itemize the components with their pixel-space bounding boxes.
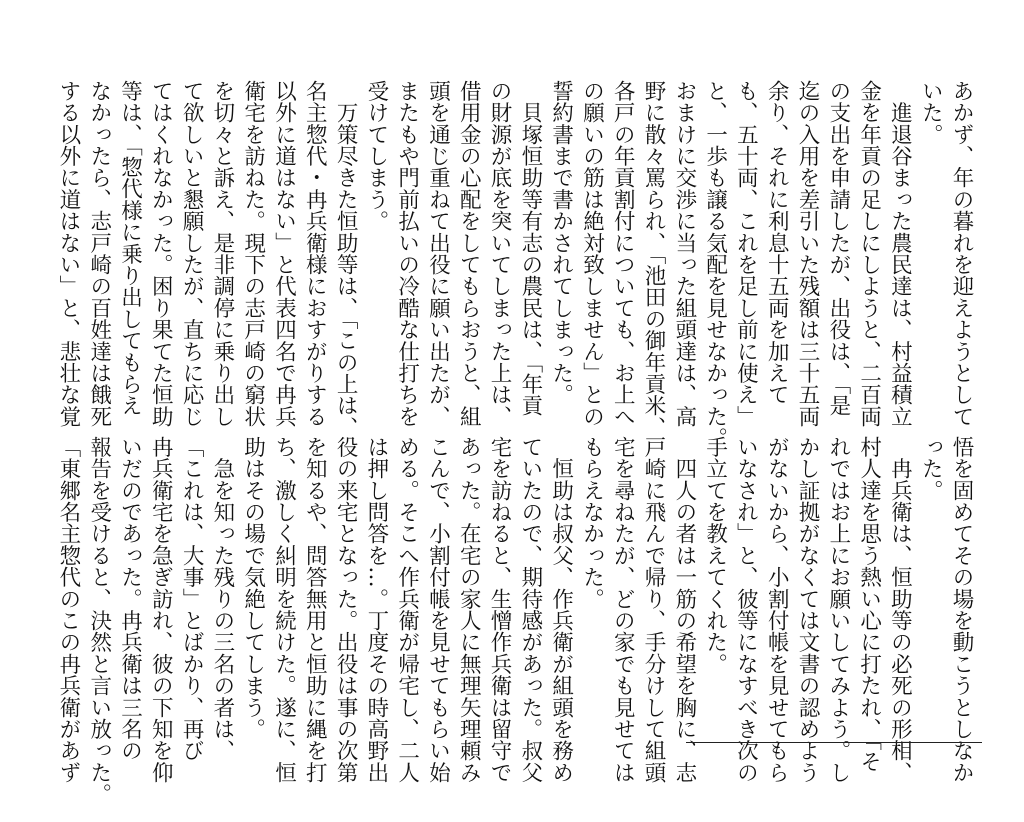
text-column: 万策尽きた恒助等は、「この上は、 — [333, 80, 359, 439]
text-column: 余り、それに利息十五両を加えて — [764, 80, 790, 406]
lower-text-block — [55, 436, 976, 805]
text-column: 四人の者は一筋の希望を胸に、志 — [671, 436, 697, 784]
text-column: 頭を通じ重ねて出役に願い出たが、 — [425, 80, 451, 428]
text-column: れではお上にお願いしてみよう。し — [825, 436, 851, 784]
text-column: 戸崎に飛んで帰り、手分けして組頭 — [641, 436, 667, 784]
text-column: の財源が底を突いてしまった上は、 — [487, 80, 513, 428]
text-column: かし証拠がなくては文書の認めよう — [795, 436, 821, 784]
text-column: て欲しいと懇願したが、直ちに応じ — [179, 80, 205, 428]
text-column: った。 — [918, 436, 944, 502]
text-column: 冉兵衛は、恒助等の必死の形相、 — [887, 436, 913, 784]
text-column: 冉兵衛宅を急ぎ訪れ、彼の下知を仰 — [148, 436, 174, 784]
text-column: ていたので、期待感があった。叔父 — [517, 436, 543, 784]
text-column: 迄の入用を差引いた残額は三十五両 — [795, 80, 821, 428]
upper-text-block — [55, 80, 976, 449]
text-column: 恒助は叔父、作兵衛が組頭を務め — [548, 436, 574, 784]
text-column: なかったら、志戸崎の百姓達は餓死 — [86, 80, 112, 428]
text-column: 借用金の心配をしてもらおうと、組 — [456, 80, 482, 428]
text-column: てはくれなかった。困り果てた恒助 — [148, 80, 174, 428]
text-column: 以外に道はない」と代表四名で冉兵 — [271, 80, 297, 428]
text-column: またもや門前払いの冷酷な仕打ちを — [394, 80, 420, 428]
text-column: 急を知った残りの三名の者は、 — [209, 436, 235, 762]
text-column: 役の来宅となった。出役は事の次第 — [333, 436, 359, 784]
text-column: もらえなかった。 — [579, 436, 605, 610]
text-column: 宅を尋ねたが、どの家でも見せては — [610, 436, 636, 784]
text-column: ち、激しく糾明を続けた。遂に、恒 — [271, 436, 297, 784]
text-column: いた。 — [918, 80, 944, 146]
text-column: いだのであった。冉兵衛は三名の — [117, 436, 143, 762]
text-column: 野に散々罵られ、「池田の御年貢米、 — [641, 80, 667, 439]
text-column: がないから、小割付帳を見せてもら — [764, 436, 790, 784]
text-column: 「これは、大事」とばかり、再び — [179, 436, 205, 762]
text-column: の支出を申請したが、出役は、「是 — [825, 80, 851, 417]
text-column: 「東郷名主惣代のこの冉兵衛があず — [55, 436, 81, 784]
text-column: を切々と訴え、是非調停に乗り出し — [209, 80, 235, 428]
text-column: あかず、年の暮れを迎えようとして — [949, 80, 974, 428]
text-column: を知るや、問答無用と恒助に縄を打 — [302, 436, 328, 784]
section-divider-rule — [686, 742, 982, 743]
text-column: いなされ」と、彼等になすべき次の — [733, 436, 759, 784]
text-column: する以外に道はない」と、悲壮な覚 — [55, 80, 81, 428]
text-column: 受けてしまう。 — [363, 80, 389, 232]
text-column: おまけに交渉に当った組頭達は、高 — [671, 80, 697, 428]
text-column: 悟を固めてその場を動こうとしなか — [949, 436, 974, 784]
text-column: と、一歩も譲る気配を見せなかった。 — [702, 80, 728, 449]
text-column: 名主惣代・冉兵衛様におすがりする — [302, 80, 328, 428]
text-column: 宅を訪ねると、生憎作兵衛は留守で — [487, 436, 513, 784]
text-column: 衛宅を訪ねた。現下の志戸崎の窮状 — [240, 80, 266, 428]
text-column: あった。在宅の家人に無理矢理頼み — [456, 436, 482, 784]
text-column: 各戸の年貢割付についても、お上へ — [610, 80, 636, 428]
text-column: 貝塚恒助等有志の農民は、「年貢 — [517, 80, 543, 417]
text-column: も、五十両、これを足し前に使え」 — [733, 80, 759, 428]
text-column: 進退谷まった農民達は、村益積立 — [887, 80, 913, 428]
text-column: 報告を受けると、決然と言い放った。 — [86, 436, 112, 805]
text-column: 金を年貢の足しにしようと、二百両 — [856, 80, 882, 428]
text-column: の願いの筋は絶対致しません」との — [579, 80, 605, 428]
text-column: 誓約書まで書かされてしまった。 — [548, 80, 574, 406]
text-column: 助はその場で気絶してしまう。 — [240, 436, 266, 740]
text-column: 手立てを教えてくれた。 — [702, 436, 728, 675]
text-column: 村人達を思う熱い心に打たれ、「そ — [856, 436, 882, 773]
text-column: める。そこへ作兵衛が帰宅し、二人 — [394, 436, 420, 784]
text-column: は押し問答を…。丁度その時高野出 — [363, 436, 389, 784]
text-column: 等は、「惣代様に乗り出してもらえ — [117, 80, 143, 417]
text-column: こんで、小割付帳を見せてもらい始 — [425, 436, 451, 784]
